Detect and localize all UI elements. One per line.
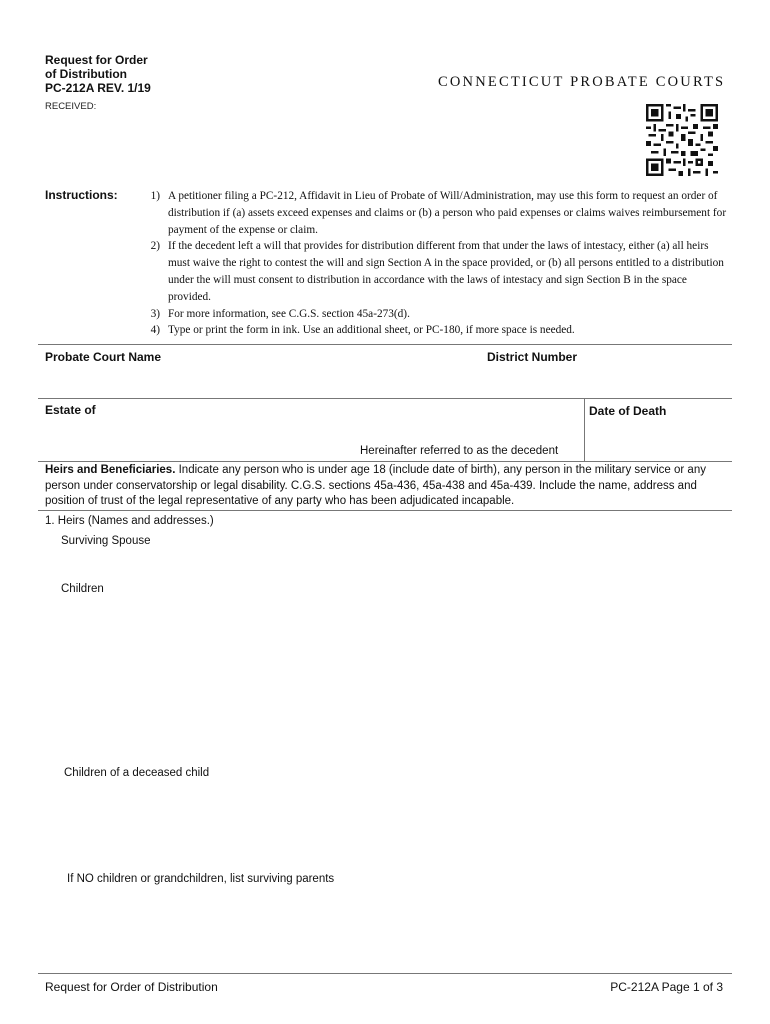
instruction-number: 1) (150, 190, 160, 202)
instructions-list (140, 188, 730, 339)
date-of-death-field[interactable] (589, 421, 727, 459)
children-of-deceased-child-field[interactable] (64, 784, 724, 864)
court-heading: CONNECTICUT PROBATE COURTS (438, 74, 726, 90)
surviving-parents-label: If NO children or grandchildren, list surviving parents (67, 873, 335, 885)
title-line-1: Request for Order (45, 53, 148, 67)
form-revision: PC-212A REV. 1/19 (45, 81, 151, 95)
form-title (45, 53, 151, 95)
district-number-field[interactable] (487, 366, 727, 396)
received-label: RECEIVED: (45, 101, 97, 112)
title-line-2: of Distribution (45, 67, 127, 81)
surviving-spouse-label: Surviving Spouse (61, 535, 151, 547)
surviving-spouse-field[interactable] (61, 552, 721, 582)
decedent-note: Hereinafter referred to as the decedent (360, 445, 559, 457)
instruction-text: For more information, see C.G.S. section 45a-273(d). (168, 307, 410, 320)
divider (584, 398, 585, 462)
instruction-text: If the decedent left a will that provides for distribution different from that under the laws of intestacy, either (a) all heirs must waive the right to contest the will and sign Section A in the space provided, or (b) all persons entitled to a distribution under the will must consent to distribution in accordance with the laws of intestacy and sign Section B in the space provided. (168, 240, 724, 303)
instruction-number: 2) (150, 240, 160, 253)
instruction-number: 4) (150, 324, 160, 337)
probate-court-name-label: Probate Court Name (45, 350, 162, 364)
surviving-parents-field[interactable] (67, 890, 727, 960)
instruction-item (140, 188, 730, 238)
district-number-label: District Number (487, 350, 578, 364)
heirs-instructions (45, 463, 725, 510)
instruction-item (140, 322, 730, 339)
footer-form-title: Request for Order of Distribution (45, 980, 218, 994)
instruction-text: A petitioner filing a PC-212, Affidavit in Lieu of Probate of Will/Administration, may use this form to request an order of distribution if (a) assets exceed expenses and claims or (b) a person who paid expenses or claims waives reimbursement for payment of the expense or claim. (168, 190, 727, 236)
instruction-item (140, 238, 730, 305)
estate-of-label: Estate of (45, 403, 96, 417)
heirs-description: Indicate any person who is under age 18 (include date of birth), any person in the military service or any person under conservatorship or legal disability. C.G.S. sections 45a-436, 45a-438 and 45a-439. Include the name, address and position of trust of the legal representative of any party who has been adjudicated incapable. (45, 464, 706, 507)
divider (38, 344, 732, 345)
instruction-number: 3) (150, 307, 160, 320)
instruction-text: Type or print the form in ink. Use an additional sheet, or PC-180, if more space is needed. (168, 324, 575, 337)
children-of-deceased-child-label: Children of a deceased child (64, 767, 210, 779)
date-of-death-label: Date of Death (589, 404, 667, 418)
children-label: Children (61, 583, 104, 595)
divider (38, 461, 732, 462)
divider (38, 398, 732, 399)
children-field[interactable] (61, 600, 721, 760)
footer-page-number: PC-212A Page 1 of 3 (610, 980, 723, 994)
heirs-heading: Heirs and Beneficiaries. (45, 464, 176, 476)
qr-code-icon (646, 104, 718, 176)
probate-court-name-field[interactable] (45, 366, 475, 396)
instructions-label: Instructions: (45, 188, 118, 202)
estate-of-field[interactable] (45, 420, 575, 440)
footer-divider (38, 973, 732, 974)
heirs-subheading: 1. Heirs (Names and addresses.) (45, 515, 214, 527)
divider (38, 510, 732, 511)
instruction-item (140, 306, 730, 323)
